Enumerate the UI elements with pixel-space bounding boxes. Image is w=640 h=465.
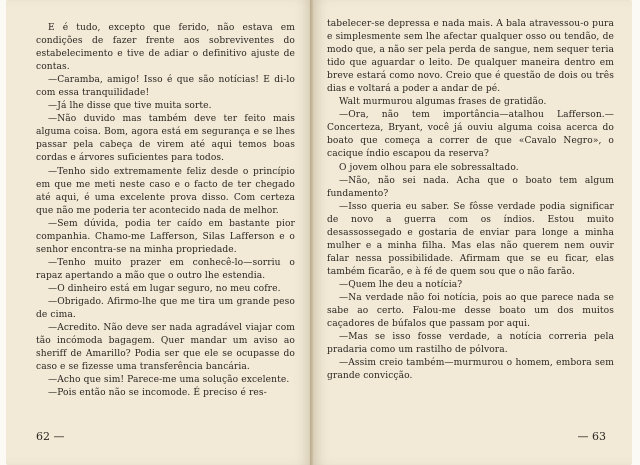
paragraph: —Na verdade não foi notícia, pois ao que parece nada se sabe ao certo. Falou-me desse boato um dos muitos caçadores de búfalos que passam por aqui. <box>327 292 614 330</box>
paragraph: —Obrigado. Afirmo-lhe que me tira um grande peso de cima. <box>36 296 295 321</box>
paragraph-continuation: tabelecer-se depressa e nada mais. A bala atravessou-o pura e simplesmente sem lhe afectar qualquer osso ou tendão, de modo que, a não ser pela perda de sangue, nem sequer teria tido que aguardar o leito. De qualquer maneira dentro em breve estará como novo. Creio que é questão de dois ou três dias e voltará a poder a andar de pé. <box>327 19 614 95</box>
left-page <box>6 0 311 465</box>
paragraph: —Não, não sei nada. Acha que o boato tem algum fundamento? <box>327 175 614 199</box>
paragraph: —Tenho muito prazer em conhecê-lo—sorriu o rapaz apertando a mão que o outro lhe estendia. <box>36 257 295 281</box>
left-page-text <box>36 22 295 400</box>
paragraph: —Pois então não se incomode. É preciso é res- <box>48 388 267 399</box>
paragraph: —Quem lhe deu a notícia? <box>339 279 463 290</box>
paragraph: O jovem olhou para ele sobressaltado. <box>339 162 519 173</box>
right-page <box>313 0 632 465</box>
page-number-left: 62 — <box>36 430 65 443</box>
paragraph: Walt murmurou algumas frases de gratidão. <box>339 97 547 108</box>
paragraph: —Tenho sido extremamente feliz desde o princípio em que me meti neste caso e o facto de ter chegado até aqui, é uma excelente prova disso. Com certeza que não me poderia ter acontecido nada de melhor. <box>36 166 295 216</box>
paragraph: —Já lhe disse que tive muita sorte. <box>48 101 212 112</box>
right-page-text <box>327 18 614 383</box>
paragraph: E é tudo, excepto que ferido, não estava em condições de fazer frente aos sobreviventes do estabelecimento e tive de adiar o definitivo ajuste de contas. <box>36 23 295 73</box>
paragraph: —Mas se isso fosse verdade, a notícia correria pela pradaria como um rastilho de pólvora. <box>327 332 614 356</box>
paragraph: —O dinheiro está em lugar seguro, no meu cofre. <box>48 283 281 294</box>
paragraph: —Acho que sim! Parece-me uma solução excelente. <box>48 375 290 386</box>
paragraph: —Isso queria eu saber. Se fôsse verdade podia significar de novo a guerra com os índios. Estou muito desassossegado e gostaria de enviar para longe a minha mulher e a minha filha. Mas elas não querem nem ouvir falar nessa possibilidade. Afirmam que se eu ficar, elas também ficarão, e à fé de quem sou que o não farão. <box>327 201 614 277</box>
paragraph: —Sem dúvida, podia ter caído em bastante pior companhia. Chamo-me Lafferson, Silas Lafferson e o senhor encontra-se na minha propriedade. <box>36 218 295 255</box>
page-number-right: — 63 <box>577 430 606 443</box>
paragraph: —Acredito. Não deve ser nada agradável viajar com tão incómoda bagagem. Quer mandar um aviso ao sheriff de Amarillo? Podia ser que ele se ocupasse do caso e se fizesse uma transferência bancária. <box>36 323 295 373</box>
paragraph: —Ora, não tem importância—atalhou Lafferson.—Concerteza, Bryant, você já ouviu alguma coisa acerca do boato que começa a correr de que «Cavalo Negro», o cacique índio escapou da reserva? <box>327 110 614 160</box>
paragraph: —Assim creio também—murmurou o homem, embora sem grande convicção. <box>327 358 614 382</box>
paragraph: —Caramba, amigo! Isso é que são notícias! E di-lo com essa tranquilidade! <box>36 75 295 99</box>
paragraph: —Não duvido mas também deve ter feito mais alguma coisa. Bom, agora está em segurança e se lhes passar pela cabeça de virem até aqui temos boas cordas e árvores suficientes para todos. <box>36 114 295 164</box>
